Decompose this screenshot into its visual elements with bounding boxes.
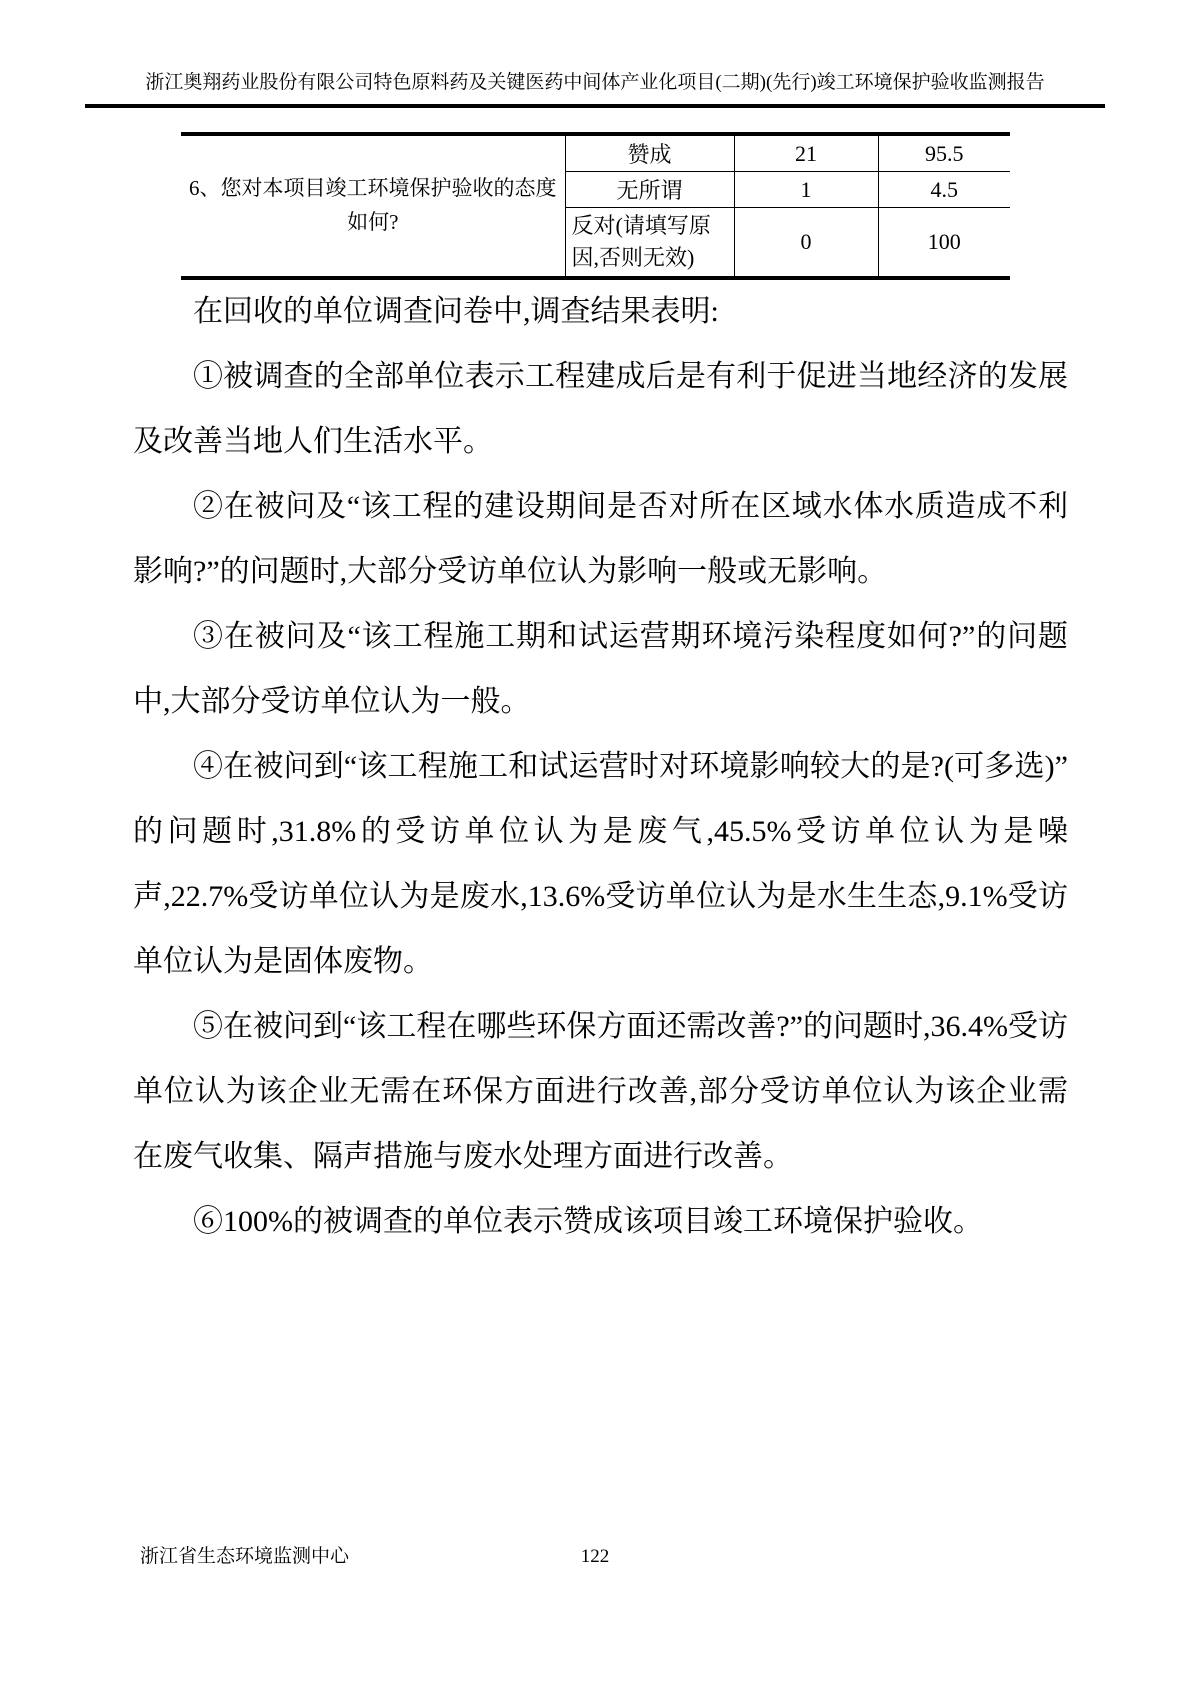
table-cell-count: 1: [734, 172, 878, 208]
paragraph-item-1: ①被调查的全部单位表示工程建成后是有利于促进当地经济的发展及改善当地人们生活水平。: [133, 360, 1068, 458]
table-question-cell: 6、您对本项目竣工环境保护验收的态度如何?: [181, 134, 565, 278]
paragraph-item-2: ②在被问及“该工程的建设期间是否对所在区域水体水质造成不利影响?”的问题时,大部分受访单位认为影响一般或无影响。: [133, 490, 1068, 588]
table-cell-percent: 100: [878, 208, 1010, 278]
table-cell-option: 反对(请填写原因,否则无效): [565, 208, 734, 278]
footer-page-number: 122: [580, 1546, 610, 1567]
table-row: [181, 134, 1010, 172]
table-cell-option: 无所谓: [565, 172, 734, 208]
table-cell-percent: 95.5: [878, 134, 1010, 172]
table-cell-count: 0: [734, 208, 878, 278]
table-cell-option: 赞成: [565, 134, 734, 172]
body-text: [133, 279, 1068, 1254]
footer-organization: 浙江省生态环境监测中心: [140, 1546, 350, 1567]
paragraph-item-4: ④在被问到“该工程施工和试运营时对环境影响较大的是?(可多选)”的问题时,31.8%的受访单位认为是废气,45.5%受访单位认为是噪声,22.7%受访单位认为是废水,13.6%受访单位认为是水生生态,9.1%受访单位认为是固体废物。: [133, 750, 1068, 978]
survey-results-table: [181, 132, 1010, 280]
paragraph-item-6: ⑥100%的被调查的单位表示赞成该项目竣工环境保护验收。: [193, 1205, 983, 1238]
paragraph-intro: 在回收的单位调查问卷中,调查结果表明:: [193, 295, 719, 328]
table-cell-percent: 4.5: [878, 172, 1010, 208]
paragraph-item-3: ③在被问及“该工程施工期和试运营期环境污染程度如何?”的问题中,大部分受访单位认为一般。: [133, 620, 1068, 718]
table-cell-count: 21: [734, 134, 878, 172]
paragraph-item-5: ⑤在被问到“该工程在哪些环保方面还需改善?”的问题时,36.4%受访单位认为该企业无需在环保方面进行改善,部分受访单位认为该企业需在废气收集、隔声措施与废水处理方面进行改善。: [133, 1010, 1068, 1173]
page-header: [85, 72, 1105, 108]
header-title: 浙江奥翔药业股份有限公司特色原料药及关键医药中间体产业化项目(二期)(先行)竣工环境保护验收监测报告: [145, 72, 1045, 93]
